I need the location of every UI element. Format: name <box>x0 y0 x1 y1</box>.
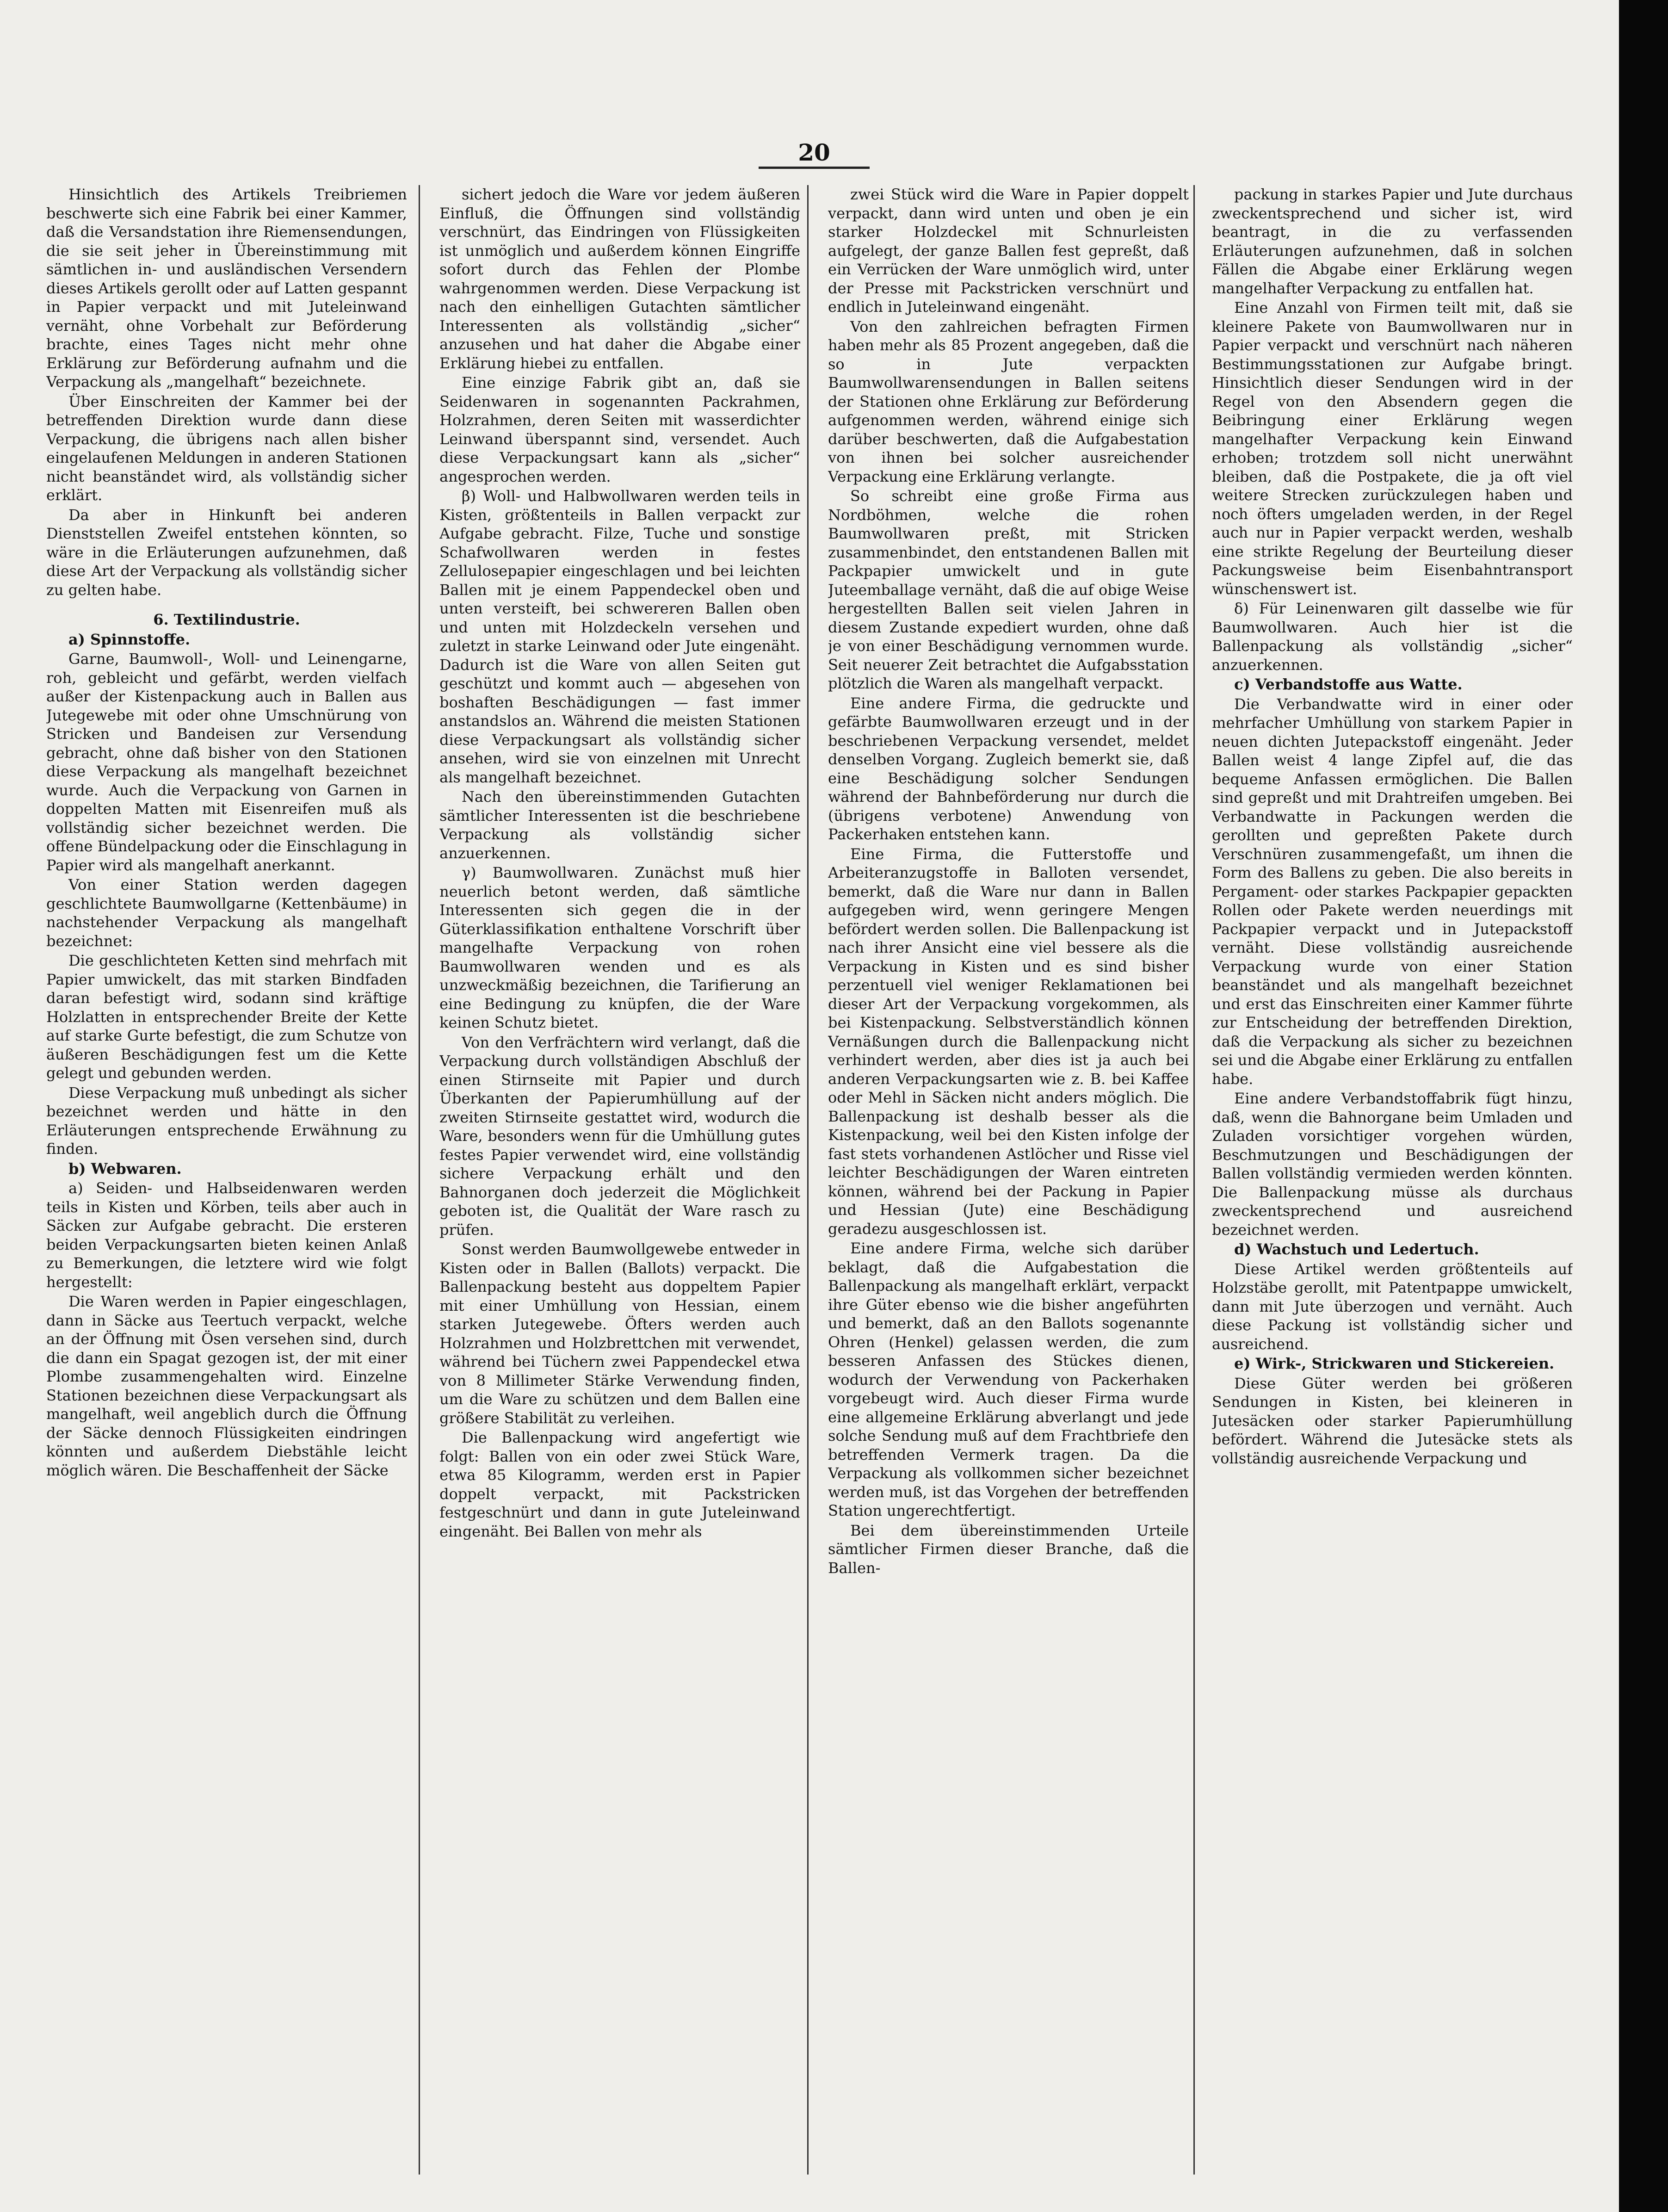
section-heading: 6. Textilindustrie. <box>153 611 300 628</box>
paragraph: Hinsichtlich des Artikels Treibriemen beschwerte sich eine Fabrik bei einer Kammer, daß die Versandstation ihre Riemensendungen, die sie seit jeher in Übereinstimmung mit sämtlichen in- und ausländischen Versendern dieses Artikels gerollt oder auf Latten gespannt in Papier verpackt und mit Juteleinwand vernäht, ohne Vorbehalt zur Beförderung brachte, eines Tages nicht mehr ohne Erklärung zur Beförderung aufnahm und die Verpackung als „mangelhaft“ bezeichnete. <box>46 186 407 390</box>
subsection-heading: a) Spinnstoffe. <box>68 630 191 648</box>
column-3 <box>828 185 1189 2175</box>
subsection-heading: b) Webwaren. <box>68 1159 182 1177</box>
paragraph: Eine Firma, die Futterstoffe und Arbeiteranzugstoffe in Balloten versendet, bemerkt, daß die Ware nur dann in Ballen aufgegeben wird, wenn geringere Mengen befördert werden sollen. Die Ballenpackung ist nach ihrer Ansicht eine viel bessere als die Verpackung in Kisten und es sind bisher perzentuell viel weniger Reklamationen bei dieser Art der Verpackung vorgekommen, als bei Kistenpackung. Selbstverständlich können Vernäßungen durch die Ballenpackung nicht verhindert werden, aber dies ist ja auch bei anderen Verpackungsarten wie z. B. bei Kaffee oder Mehl in Säcken nicht anders möglich. Die Ballenpackung ist deshalb besser als die Kistenpackung, weil bei den Kisten infolge der fast stets vorhandenen Astlöcher und Risse viel leichter Beschädigungen der Waren eintreten können, während bei der Packung in Papier und Hessian (Jute) eine Beschädigung geradezu ausgeschlossen ist. <box>828 845 1189 1238</box>
page-number: 20 <box>798 139 830 166</box>
subsection-heading: d) Wachstuch und Ledertuch. <box>1234 1240 1479 1258</box>
paragraph: Garne, Baumwoll-, Woll- und Leinengarne, roh, gebleicht und gefärbt, werden vielfach außer der Kistenpackung auch in Ballen aus Jutegewebe mit oder ohne Umschnürung von Stricken und Bandeisen zur Versendung gebracht, ohne daß bisher von den Stationen diese Verpackung als mangelhaft bezeichnet wurde. Auch die Verpackung von Garnen in doppelten Matten mit Eisenreifen muß als vollständig sicher bezeichnet werden. Die offene Bündelpackung oder die Einschlagung in Papier wird als mangelhaft anerkannt. <box>46 650 407 874</box>
paragraph: Da aber in Hinkunft bei anderen Dienststellen Zweifel entstehen könnten, so wäre in die Erläuterungen aufzunehmen, daß diese Art der Verpackung als vollständig sicher zu gelten habe. <box>46 506 407 599</box>
paragraph: So schreibt eine große Firma aus Nordböhmen, welche die rohen Baumwollwaren preßt, mit Stricken zusammenbindet, den entstandenen Ballen mit Packpapier umwickelt und in gute Juteemballage vernäht, daß die auf obige Weise hergestellten Ballen seit vielen Jahren in diesem Zustande expediert wurden, ohne daß je von einer Beschädigung vernommen wurde. Seit neuerer Zeit betrachtet die Aufgabsstation plötzlich die Waren als mangelhaft verpackt. <box>828 487 1189 692</box>
paragraph: Bei dem übereinstimmenden Urteile sämtlicher Firmen dieser Branche, daß die Ballen- <box>828 1521 1189 1577</box>
paragraph: Sonst werden Baumwollgewebe entweder in Kisten oder in Ballen (Ballots) verpackt. Die Ballenpackung besteht aus doppeltem Papier mit einer Umhüllung von Hessian, einem starken Jutegewebe. Öfters werden auch Holzrahmen und Holzbrettchen mit verwendet, während bei Tüchern zwei Pappendeckel etwa von 8 Millimeter Stärke Verwendung finden, um die Ware zu schützen und dem Ballen eine größere Stabilität zu verleihen. <box>439 1240 800 1427</box>
paragraph: β) Woll- und Halbwollwaren werden teils in Kisten, größtenteils in Ballen verpackt zur Aufgabe gebracht. Filze, Tuche und sonstige Schafwollwaren werden in festes Zellulosepapier eingeschlagen und bei leichten Ballen mit je einem Pappendeckel oben und unten versteift, bei schwereren Ballen oben und unten mit Holzdeckeln versehen und zuletzt in starke Leinwand oder Jute eingenäht. Dadurch ist die Ware von allen Seiten gut geschützt und kommt auch — abgesehen von boshaften Beschädigungen — fast immer anstandslos an. Während die meisten Stationen diese Verpackungsart als vollständig sicher ansehen, wird sie von einzelnen mit Unrecht als mangelhaft bezeichnet. <box>439 487 800 786</box>
scan-edge <box>1619 0 1668 2212</box>
paragraph: Die geschlichteten Ketten sind mehrfach mit Papier umwickelt, das mit starken Bindfaden daran befestigt wird, sodann sind kräftige Holzlatten in entsprechender Breite der Kette auf starke Gurte befestigt, die zum Schutze von äußeren Beschädigungen fest um die Kette gelegt und gebunden werden. <box>46 952 407 1082</box>
paragraph: δ) Für Leinenwaren gilt dasselbe wie für Baumwollwaren. Auch hier ist die Ballenpackung als vollständig „sicher“ anzuerkennen. <box>1212 600 1573 674</box>
column-4 <box>1212 185 1573 2175</box>
paragraph: Diese Verpackung muß unbedingt als sicher bezeichnet werden und hätte in den Erläuterungen entsprechende Erwähnung zu finden. <box>46 1084 407 1158</box>
page-number-rule <box>759 167 870 169</box>
paragraph: Von den zahlreichen befragten Firmen haben mehr als 85 Prozent angegeben, daß die so in Jute verpackten Baumwollwarensendungen in Ballen seitens der Stationen ohne Erklärung zur Beförderung aufgenommen werden, während einige sich darüber beschwerten, daß die Aufgabestation von ihnen bei solcher ausreichender Verpackung eine Erklärung verlangte. <box>828 317 1189 485</box>
paragraph: Eine andere Firma, welche sich darüber beklagt, daß die Aufgabestation die Ballenpackung als mangelhaft erklärt, verpackt ihre Güter ebenso wie die bisher angeführten und bemerkt, daß an den Ballots sogenannte Ohren (Henkel) gelassen werden, die zum besseren Anfassen des Stückes dienen, wodurch der Verwendung von Packerhaken vorgebeugt wird. Auch dieser Firma wurde eine allgemeine Erklärung abverlangt und jede solche Sendung muß auf dem Frachtbriefe den betreffenden Vermerk tragen. Da die Verpackung als vollkommen sicher bezeichnet werden muß, ist das Vorgehen der betreffenden Station ungerechtfertigt. <box>828 1239 1189 1519</box>
paragraph: Von den Verfrächtern wird verlangt, daß die Verpackung durch vollständigen Abschluß der einen Stirnseite mit Papier und durch Überkanten der Papierumhüllung auf der zweiten Stirnseite gestattet wird, wodurch die Ware, besonders wenn für die Umhüllung gutes festes Papier verwendet wird, eine vollständig sichere Verpackung erhält und den Bahnorganen doch jederzeit die Möglichkeit geboten ist, die Qualität der Ware rasch zu prüfen. <box>439 1033 800 1239</box>
paragraph: Eine andere Verbandstoffabrik fügt hinzu, daß, wenn die Bahnorgane beim Umladen und Zuladen vorsichtiger vorgehen würden, Beschmutzungen und Beschädigungen der Ballen vollständig vermieden werden könnten. Die Ballenpackung müsse als durchaus zweckentsprechend und ausreichend bezeichnet werden. <box>1212 1090 1573 1239</box>
paragraph: Die Verbandwatte wird in einer oder mehrfacher Umhüllung von starkem Papier in neuen dichten Jutepackstoff eingenäht. Jeder Ballen weist 4 lange Zipfel auf, die das bequeme Anfassen ermöglichen. Die Ballen sind gepreßt und mit Drahtreifen umgeben. Bei Verbandwatte in Packungen werden die gerollten und gepreßten Pakete durch Verschnüren zusammengefaßt, um ihnen die Form des Ballens zu geben. Die also bereits in Pergament- oder starkes Packpapier gepackten Rollen oder Pakete werden neuerdings mit Packpapier verpackt und in Jutepackstoff vernäht. Diese vollständig ausreichende Verpackung wurde von einer Station beanständet und als mangelhaft bezeichnet und erst das Einschreiten einer Kammer führte zur Entscheidung der betreffenden Direktion, daß die Verpackung als sicher zu bezeichnen sei und die Abgabe einer Erklärung zu entfallen habe. <box>1212 695 1573 1088</box>
paragraph: Von einer Station werden dagegen geschlichtete Baumwollgarne (Kettenbäume) in nachstehender Verpackung als mangelhaft bezeichnet: <box>46 876 407 950</box>
paragraph: a) Seiden- und Halbseidenwaren werden teils in Kisten und Körben, teils aber auch in Säcken zur Aufgabe gebracht. Die ersteren beiden Verpackungsarten bieten keinen Anlaß zu Bemerkungen, die letztere wird wie folgt hergestellt: <box>46 1179 407 1291</box>
column-divider <box>419 185 420 2175</box>
paragraph: Die Ballenpackung wird angefertigt wie folgt: Ballen von ein oder zwei Stück Ware, etwa 85 Kilogramm, werden erst in Papier doppelt verpackt, mit Packstricken festgeschnürt und dann in gute Juteleinwand eingenäht. Bei Ballen von mehr als <box>439 1429 800 1540</box>
column-divider <box>807 185 809 2175</box>
paragraph: Die Waren werden in Papier eingeschlagen, dann in Säcke aus Teertuch verpackt, welche an der Öffnung mit Ösen versehen sind, durch die dann ein Spagat gezogen ist, der mit einer Plombe zusammengehalten wird. Einzelne Stationen bezeichnen diese Verpackungsart als mangelhaft, weil angeblich durch die Öffnung der Säcke dennoch Flüssigkeiten eindringen könnten und außerdem Diebstähle leicht möglich wären. Die Beschaffenheit der Säcke <box>46 1293 407 1479</box>
column-2 <box>439 185 800 2175</box>
paragraph: Über Einschreiten der Kammer bei der betreffenden Direktion wurde dann diese Verpackung, die übrigens nach allen bisher eingelaufenen Meldungen in anderen Stationen nicht beanständet wird, als vollständig sicher erklärt. <box>46 392 407 504</box>
paragraph: sichert jedoch die Ware vor jedem äußeren Einfluß, die Öffnungen sind vollständig verschnürt, das Eindringen von Flüssigkeiten ist unmöglich und außerdem können Eingriffe sofort durch das Fehlen der Plombe wahrgenommen werden. Diese Verpackung ist nach den einhelligen Gutachten sämtlicher Interessenten als vollständig „sicher“ anzusehen und hat daher die Abgabe einer Erklärung hiebei zu entfallen. <box>439 186 800 372</box>
column-divider <box>1193 185 1195 2175</box>
paragraph: γ) Baumwollwaren. Zunächst muß hier neuerlich betont werden, daß sämtliche Interessenten sich gegen die in der Güterklassifikation enthaltene Vorschrift über mangelhafte Verpackung von rohen Baumwollwaren wenden und es als unzweckmäßig bezeichnen, die Tarifierung an eine Bedingung zu knüpfen, die der Ware keinen Schutz bietet. <box>439 864 800 1031</box>
paragraph: Diese Artikel werden größtenteils auf Holzstäbe gerollt, mit Patentpappe umwickelt, dann mit Jute überzogen und vernäht. Auch diese Packung ist vollständig sicher und ausreichend. <box>1212 1260 1573 1353</box>
paragraph: Eine andere Firma, die gedruckte und gefärbte Baumwollwaren erzeugt und in der beschriebenen Verpackung versendet, meldet denselben Vorgang. Zugleich bemerkt sie, daß eine Beschädigung solcher Sendungen während der Bahnbeförderung nur durch die (übrigens verbotene) Anwendung von Packerhaken entstehen kann. <box>828 694 1189 843</box>
paragraph: Eine einzige Fabrik gibt an, daß sie Seidenwaren in sogenannten Packrahmen, Holzrahmen, deren Seiten mit wasserdichter Leinwand überspannt sind, versendet. Auch diese Verpackungsart kann als „sicher“ angesprochen werden. <box>439 374 800 485</box>
subsection-heading: c) Verbandstoffe aus Watte. <box>1234 675 1463 693</box>
paragraph: packung in starkes Papier und Jute durchaus zweckentsprechend und sicher ist, wird beantragt, in die zu verfassenden Erläuterungen aufzunehmen, daß in solchen Fällen die Abgabe einer Erklärung wegen mangelhafter Verpackung zu entfallen hat. <box>1212 186 1573 297</box>
paragraph: Nach den übereinstimmenden Gutachten sämtlicher Interessenten ist die beschriebene Verpackung als vollständig sicher anzuerkennen. <box>439 788 800 862</box>
paragraph: Eine Anzahl von Firmen teilt mit, daß sie kleinere Pakete von Baumwollwaren nur in Papier verpackt und verschnürt nach näheren Bestimmungsstationen zur Aufgabe bringt. Hinsichtlich dieser Sendungen wird in der Regel von den Absendern gegen die Beibringung einer Erklärung wegen mangelhafter Verpackung kein Einwand erhoben; trotzdem soll nicht unerwähnt bleiben, daß die Postpakete, die ja oft viel weitere Strecken zurückzulegen haben und noch öfters umgeladen werden, in der Regel auch nur in Papier verpackt werden, weshalb eine strikte Regelung der Beurteilung dieser Packungsweise beim Eisenbahntransport wünschenswert ist. <box>1212 299 1573 598</box>
paragraph: Diese Güter werden bei größeren Sendungen in Kisten, bei kleineren in Jutesäcken oder starker Papierumhüllung befördert. Während die Jutesäcke stets als vollständig ausreichende Verpackung und <box>1212 1374 1573 1467</box>
subsection-heading: e) Wirk-, Strickwaren und Stickereien. <box>1234 1355 1555 1372</box>
paragraph: zwei Stück wird die Ware in Papier doppelt verpackt, dann wird unten und oben je ein starker Holzdeckel mit Schnurleisten aufgelegt, der ganze Ballen fest gepreßt, daß ein Verrücken der Ware unmöglich wird, unter der Presse mit Packstricken verschnürt und endlich in Juteleinwand eingenäht. <box>828 186 1189 316</box>
column-1 <box>46 185 407 2175</box>
